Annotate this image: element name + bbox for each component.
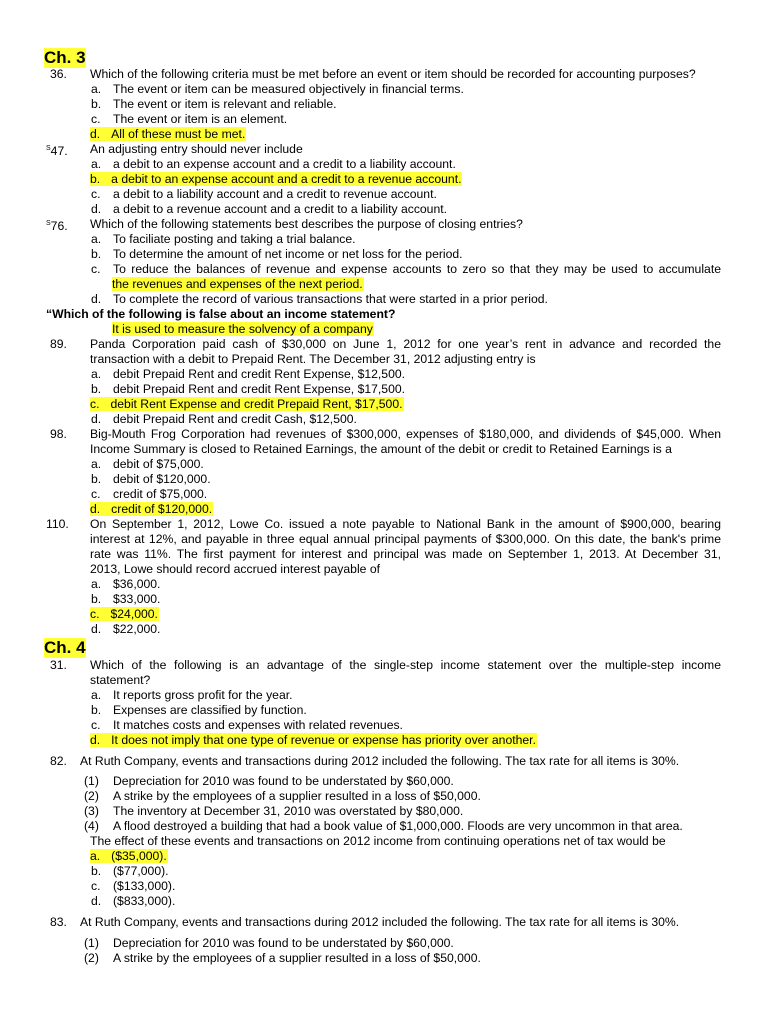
option-text: a debit to a revenue account and a credit to a liability account. [113,202,448,216]
option-letter: d. [90,733,101,747]
option-letter: d. [91,894,102,908]
question-text: 2013, Lowe should record accrued interest payable of [90,562,380,576]
item-number: (2) [84,789,99,803]
option-text: To complete the record of various transactions that were started in a prior period. [113,292,548,306]
section-mark: S [46,145,51,152]
option-text: a debit to an expense account and a credit to a liability account. [113,157,456,171]
question-text: interest at 12%, and payable in three equal annual principal payments of $300,000. On this date, the bank's prime [90,532,721,546]
option-letter: a. [91,457,102,471]
question-number: 31. [50,658,67,672]
option-text: $33,000. [113,592,161,606]
item-text: The inventory at December 31, 2010 was overstated by $80,000. [113,804,464,818]
item-text: A strike by the employees of a supplier resulted in a loss of $50,000. [113,789,481,803]
question-text: Income Summary is closed to Retained Earnings, the amount of the debit or credit to Retained Earnings is a [90,442,672,456]
item-number: (2) [84,951,99,965]
question-text: transaction with a debit to Prepaid Rent. The December 31, 2012 adjusting entry is [90,352,536,366]
option-text: $36,000. [113,577,161,591]
option-letter: b. [90,172,101,186]
option-text: To reduce the balances of revenue and expense accounts to zero so that they may be used to accumulate [113,262,721,276]
chapter-3-heading: Ch. 3 [44,48,86,67]
option-text: The event or item is relevant and reliable. [113,97,337,111]
number-text: 76. [50,219,68,233]
answer-highlight [90,397,404,411]
option-text: Expenses are classified by function. [113,703,307,717]
option-letter: b. [91,472,102,486]
option-letter: d. [90,502,101,516]
section-mark: S [46,220,51,227]
question-number: 110. [46,517,69,531]
option-text: debit Rent Expense and credit Prepaid Rent, $17,500. [110,397,403,411]
item-number: (1) [84,774,99,788]
option-text: ($77,000). [113,864,169,878]
option-text: It reports gross profit for the year. [113,688,293,702]
item-text: Depreciation for 2010 was found to be understated by $60,000. [113,936,454,950]
question-text: Big-Mouth Frog Corporation had revenues of $300,000, expenses of $180,000, and dividends of $45,000. When [90,427,721,441]
question-number: 89. [50,337,67,351]
option-letter: a. [91,367,102,381]
item-number: (4) [84,819,99,833]
option-text: debit of $75,000. [113,457,204,471]
option-text: a debit to a liability account and a credit to revenue account. [113,187,437,201]
option-letter: c. [91,487,101,501]
answer-highlight: It is used to measure the solvency of a company [112,322,373,336]
item-text: Depreciation for 2010 was found to be understated by $60,000. [113,774,454,788]
option-letter: a. [91,232,102,246]
option-text: debit of $120,000. [113,472,211,486]
question-text: statement? [90,673,151,687]
option-text: ($133,000). [113,879,176,893]
option-text: credit of $75,000. [113,487,208,501]
question-text: At Ruth Company, events and transactions during 2012 included the following. The tax rate for all items is 30%. [80,754,680,768]
item-number: (1) [84,936,99,950]
option-text: All of these must be met. [111,127,246,141]
option-text: ($35,000). [111,849,167,863]
question-text: On September 1, 2012, Lowe Co. issued a note payable to National Bank in the amount of $900,000, bearing [90,517,721,531]
answer-highlight [90,849,168,863]
option-letter: a. [91,157,102,171]
option-text: debit Prepaid Rent and credit Cash, $12,500. [113,412,357,426]
option-letter: d. [91,622,102,636]
option-letter: b. [91,97,102,111]
question-text: Which of the following is an advantage of the single-step income statement over the multiple-step income [90,658,721,672]
question-text: “Which of the following is false about an income statement? [46,307,396,321]
option-text: It does not imply that one type of revenue or expense has priority over another. [111,733,536,747]
number-text: 47. [50,144,68,158]
effect-text: The effect of these events and transactions on 2012 income from continuing operations net of tax would be [90,834,666,848]
question-text: Which of the following statements best describes the purpose of closing entries? [90,217,523,231]
option-letter: d. [90,127,101,141]
option-text: It matches costs and expenses with related revenues. [113,718,403,732]
option-letter: c. [91,879,101,893]
option-text: debit Prepaid Rent and credit Rent Expense, $12,500. [113,367,406,381]
question-number [46,142,68,158]
option-text: $22,000. [113,622,161,636]
answer-highlight [90,733,537,747]
question-text: rate was 11%. The first payment for interest and principal was made on September 1, 2013. At December 31, [90,547,721,561]
question-number: 36. [50,67,67,81]
option-text: debit Prepaid Rent and credit Rent Expense, $17,500. [113,382,406,396]
option-text: The event or item is an element. [113,112,288,126]
option-letter: a. [91,688,102,702]
question-text: At Ruth Company, events and transactions during 2012 included the following. The tax rate for all items is 30%. [80,915,680,929]
question-number: 98. [50,427,67,441]
option-text: ($833,000). [113,894,176,908]
question-text: Panda Corporation paid cash of $30,000 on June 1, 2012 for one year’s rent in advance and recorded the [90,337,721,351]
option-letter: b. [91,703,102,717]
option-letter: b. [91,247,102,261]
option-text-continued: the revenues and expenses of the next period. [112,277,363,291]
item-number: (3) [84,804,99,818]
option-letter: c. [91,718,101,732]
question-number: 83. [50,915,67,929]
option-letter: b. [91,592,102,606]
option-text: To faciliate posting and taking a trial balance. [113,232,356,246]
option-letter: c. [90,607,100,621]
answer-highlight [90,172,462,186]
option-letter: b. [91,864,102,878]
option-letter: c. [91,112,101,126]
option-letter: a. [91,577,102,591]
question-text: Which of the following criteria must be met before an event or item should be recorded for accounting purposes? [90,67,696,81]
option-letter: b. [91,382,102,396]
question-text: An adjusting entry should never include [90,142,303,156]
item-text: A flood destroyed a building that had a book value of $1,000,000. Floods are very uncommon in that area. [113,819,683,833]
option-letter: a. [90,849,101,863]
chapter-4-heading: Ch. 4 [44,638,86,657]
option-letter: d. [91,292,102,306]
option-text: To determine the amount of net income or net loss for the period. [113,247,463,261]
option-text: The event or item can be measured objectively in financial terms. [113,82,464,96]
option-text: $24,000. [110,607,158,621]
option-letter: d. [91,202,102,216]
option-text: a debit to an expense account and a credit to a revenue account. [111,172,462,186]
answer-highlight [90,502,213,516]
question-number [46,217,68,233]
answer-highlight [90,607,159,621]
answer-highlight [90,127,246,141]
question-number: 82. [50,754,67,768]
option-letter: c. [91,262,101,276]
option-text: credit of $120,000. [111,502,213,516]
option-letter: c. [90,397,100,411]
item-text: A strike by the employees of a supplier resulted in a loss of $50,000. [113,951,481,965]
option-letter: a. [91,82,102,96]
option-letter: d. [91,412,102,426]
option-letter: c. [91,187,101,201]
